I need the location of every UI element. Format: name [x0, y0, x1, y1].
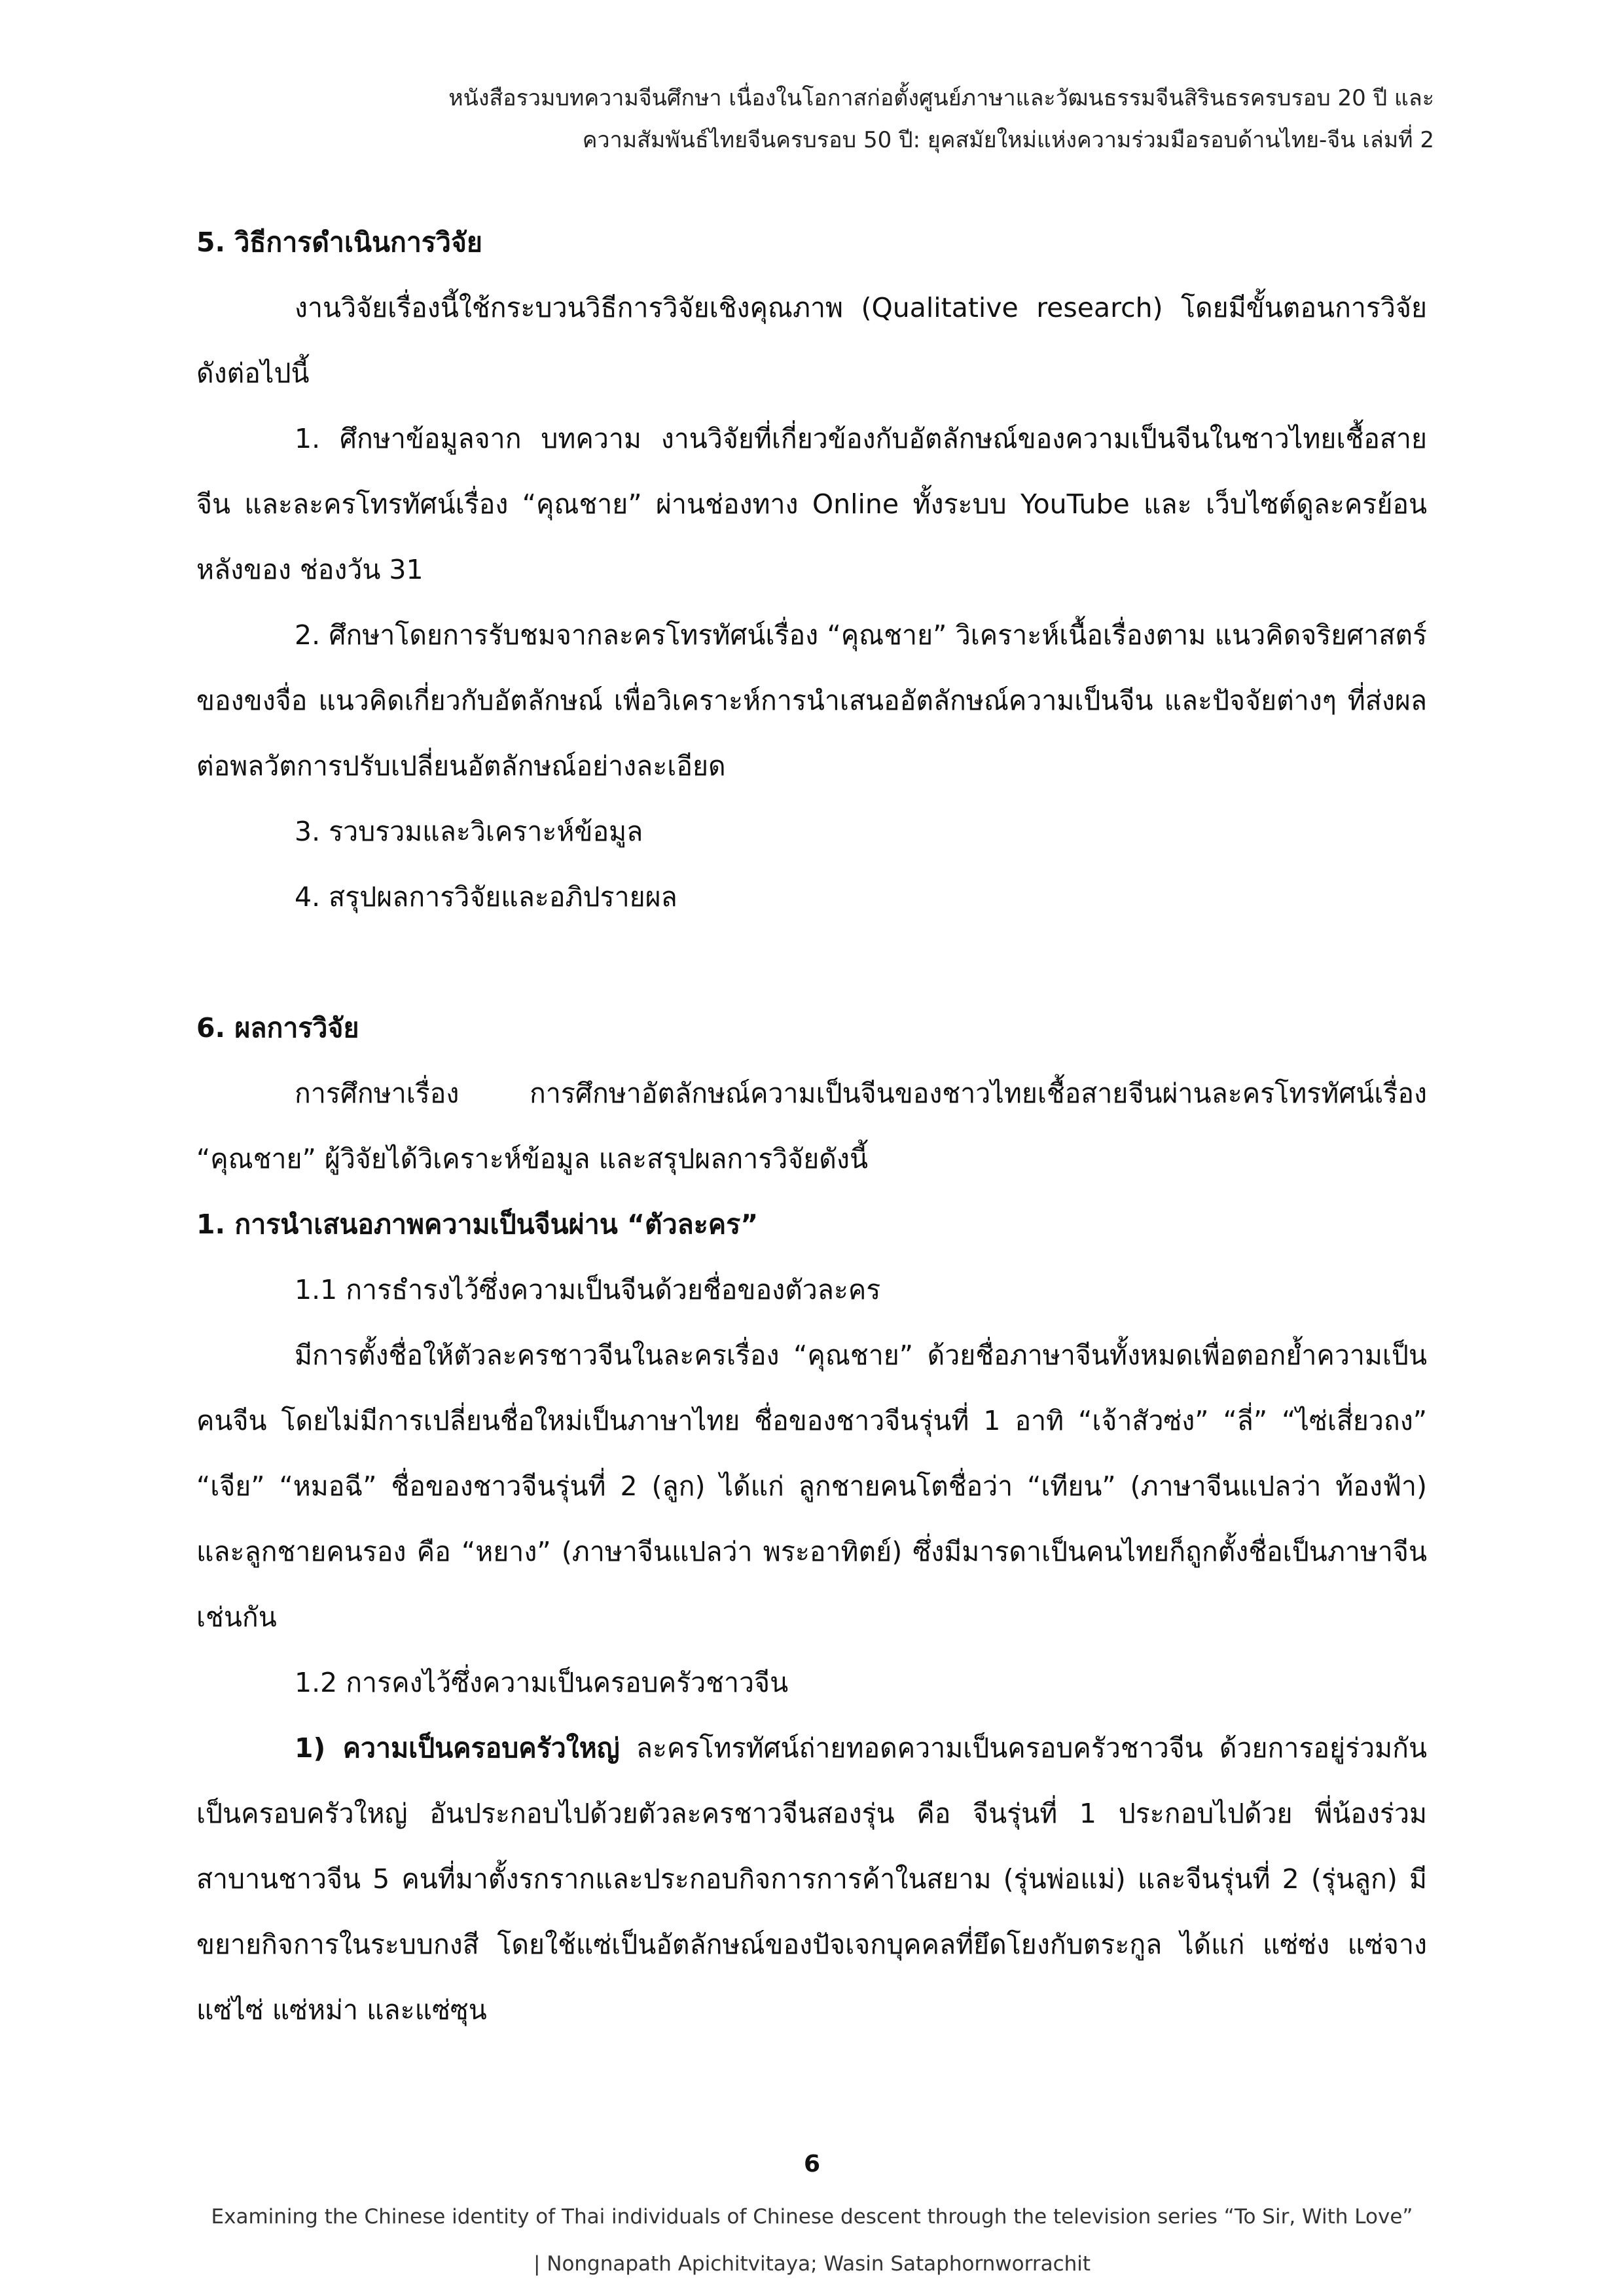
- subsection-1-2-paragraph: [196, 1715, 1427, 2043]
- page-body: [196, 210, 1427, 2043]
- subsection-1-1-title: 1.1 การธำรงไว้ซึ่งความเป็นจีนด้วยชื่อของตัวละคร: [295, 1274, 881, 1305]
- section-gap: [196, 930, 1427, 995]
- method-step-3: 3. รวบรวมและวิเคราะห์ข้อมูล: [295, 816, 643, 847]
- header-line-1: หนังสือรวมบทความจีนศึกษา เนื่องในโอกาสก่อตั้งศูนย์ภาษาและวัฒนธรรมจีนสิรินธรครบรอบ 20 ปี และ: [448, 85, 1434, 111]
- section-6-intro: การศึกษาเรื่อง การศึกษาอัตลักษณ์ความเป็นจีนของชาวไทยเชื้อสายจีนผ่านละครโทรทัศน์เรื่อง “คุณชาย” ผู้วิจัยได้วิเคราะห์ข้อมูล และสรุปผลการวิจัยดังนี้: [196, 1078, 1427, 1175]
- running-header: [190, 77, 1434, 161]
- page-number: 6: [803, 2151, 821, 2178]
- footer-title: Examining the Chinese identity of Thai individuals of Chinese descent through the television series “To Sir, With Love”: [211, 2205, 1413, 2229]
- subsection-1-2-body: ละครโทรทัศน์ถ่ายทอดความเป็นครอบครัวชาวจีน ด้วยการอยู่ร่วมกันเป็นครอบครัวใหญ่ อันประกอบไปด้วยตัวละครชาวจีนสองรุ่น คือ จีนรุ่นที่ 1 ประกอบไปด้วย พี่น้องร่วมสาบานชาวจีน 5 คนที่มาตั้งรกรากและประกอบกิจการการค้าในสยาม (รุ่นพ่อแม่) และจีนรุ่นที่ 2 (รุ่นลูก) มีขยายกิจการในระบบกงสี โดยใช้แซ่เป็นอัตลักษณ์ของปัจเจกบุคคลที่ยึดโยงกับตระกูล ได้แก่ แซ่ซ่ง แซ่จาง แซ่ไซ่ แซ่หม่า และแซ่ซุน: [196, 1732, 1427, 2026]
- subsection-1-2-title: 1.2 การคงไว้ซึ่งความเป็นครอบครัวชาวจีน: [295, 1667, 789, 1698]
- subsection-1-heading: 1. การนำเสนอภาพความเป็นจีนผ่าน “ตัวละคร”: [196, 1209, 759, 1240]
- method-step-4: 4. สรุปผลการวิจัยและอภิปรายผล: [295, 881, 677, 913]
- section-5-heading: 5. วิธีการดำเนินการวิจัย: [196, 227, 482, 258]
- subsection-1-2-lead: 1) ความเป็นครอบครัวใหญ่: [295, 1732, 620, 1764]
- method-step-1: 1. ศึกษาข้อมูลจาก บทความ งานวิจัยที่เกี่ยวข้องกับอัตลักษณ์ของความเป็นจีนในชาวไทยเชื้อสายจีน และละครโทรทัศน์เรื่อง “คุณชาย” ผ่านช่องทาง Online ทั้งระบบ YouTube และ เว็บไซต์ดูละครย้อนหลังของ ช่องวัน 31: [196, 423, 1427, 585]
- subsection-1-1-body: มีการตั้งชื่อให้ตัวละครชาวจีนในละครเรื่อง “คุณชาย” ด้วยชื่อภาษาจีนทั้งหมดเพื่อตอกย้ำความเป็นคนจีน โดยไม่มีการเปลี่ยนชื่อใหม่เป็นภาษาไทย ชื่อของชาวจีนรุ่นที่ 1 อาทิ “เจ้าสัวซ่ง” “ลี่” “ไซ่เสี่ยวถง” “เจีย” “หมอฉี” ชื่อของชาวจีนรุ่นที่ 2 (ลูก) ได้แก่ ลูกชายคนโตชื่อว่า “เทียน” (ภาษาจีนแปลว่า ท้องฟ้า) และลูกชายคนรอง คือ “หยาง” (ภาษาจีนแปลว่า พระอาทิตย์) ซึ่งมีมารดาเป็นคนไทยก็ถูกตั้งชื่อเป็นภาษาจีนเช่นกัน: [196, 1339, 1427, 1633]
- footer-authors: | Nongnapath Apichitvitaya; Wasin Sataphornworrachit: [533, 2252, 1091, 2276]
- header-line-2: ความสัมพันธ์ไทยจีนครบรอบ 50 ปี: ยุคสมัยใหม่แห่งความร่วมมือรอบด้านไทย-จีน เล่มที่ 2: [582, 127, 1434, 153]
- method-step-2: 2. ศึกษาโดยการรับชมจากละครโทรทัศน์เรื่อง “คุณชาย” วิเคราะห์เนื้อเรื่องตาม แนวคิดจริยศาสตร์ของขงจื่อ แนวคิดเกี่ยวกับอัตลักษณ์ เพื่อวิเคราะห์การนำเสนออัตลักษณ์ความเป็นจีน และปัจจัยต่างๆ ที่ส่งผลต่อพลวัตการปรับเปลี่ยนอัตลักษณ์อย่างละเอียด: [196, 619, 1427, 782]
- section-5-intro: งานวิจัยเรื่องนี้ใช้กระบวนวิธีการวิจัยเชิงคุณภาพ (Qualitative research) โดยมีขั้นตอนการวิจัยดังต่อไปนี้: [196, 292, 1427, 389]
- section-6-heading: 6. ผลการวิจัย: [196, 1012, 359, 1044]
